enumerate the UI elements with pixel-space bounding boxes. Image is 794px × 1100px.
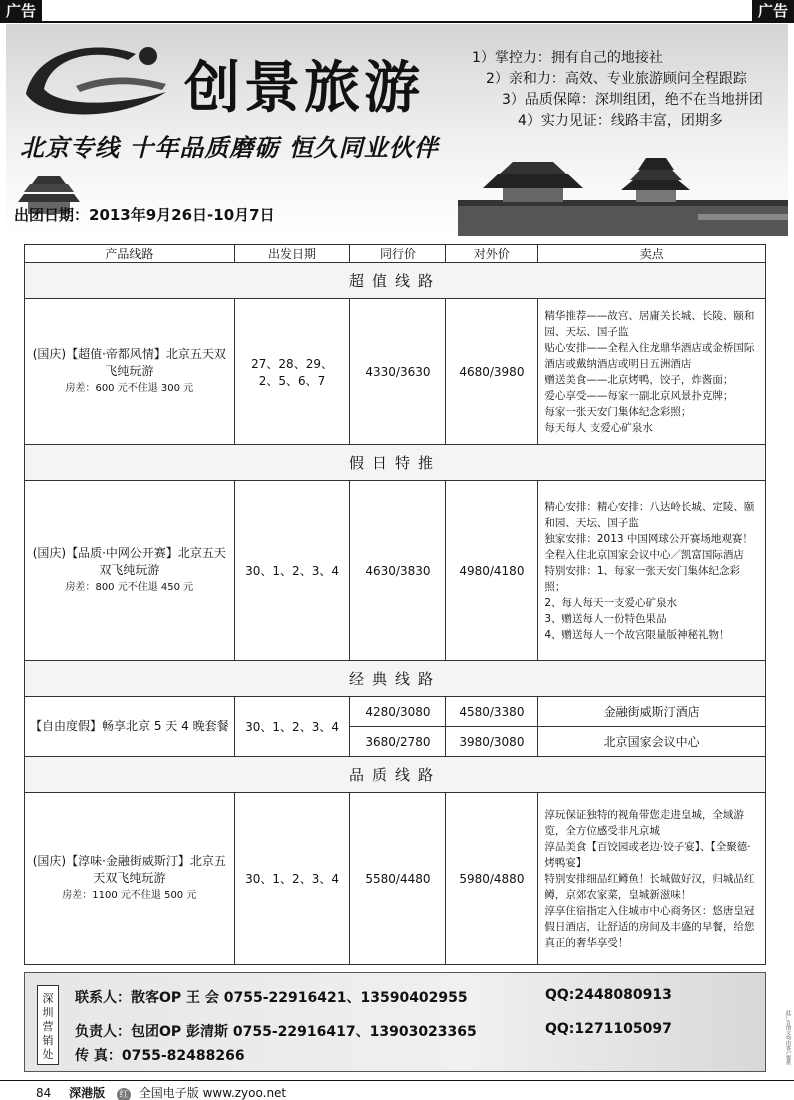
product-name: (国庆)【淳味·金融街威斯汀】北京五天双飞纯玩游 bbox=[32, 854, 226, 885]
product-cell bbox=[25, 793, 235, 965]
peer-price: 4330/3630 bbox=[350, 299, 446, 445]
side-note: 此广告图文均由客户提供 bbox=[785, 1010, 791, 1065]
contact-manager: 负责人：包团OP 彭清斯 0755-22916417、13903023365 bbox=[75, 1024, 477, 1040]
date-cell: 30、1、2、3、4 bbox=[234, 481, 350, 661]
column-header: 卖点 bbox=[538, 245, 766, 263]
office-tag: 深圳营销处 bbox=[37, 985, 59, 1065]
section-title: 经典线路 bbox=[25, 661, 766, 697]
selling-point: 淳玩保证独特的视角带您走进皇城，全域游览，全方位感受非凡京城 bbox=[544, 808, 744, 837]
site-url: 全国电子版 www.zyoo.net bbox=[138, 1086, 287, 1100]
public-price: 4980/4180 bbox=[446, 481, 538, 661]
peer-price: 3680/2780 bbox=[350, 727, 446, 757]
section-row bbox=[25, 661, 766, 697]
table-row bbox=[25, 299, 766, 445]
date-cell: 30、1、2、3、4 bbox=[234, 793, 350, 965]
date-cell: 27、28、29、2、5、6、7 bbox=[234, 299, 350, 445]
selling-point: 特别安排：1、每家一张天安门集体纪念彩照； bbox=[544, 564, 741, 593]
feature-item: 2）亲和力：高效、专业旅游顾问全程跟踪 bbox=[486, 71, 747, 87]
room-diff: 房差：1100 元不住退 500 元 bbox=[62, 890, 197, 901]
selling-point: 赠送美食——北京烤鸭，饺子，炸酱面； bbox=[544, 373, 734, 386]
top-rule bbox=[0, 21, 794, 23]
column-header: 出发日期 bbox=[234, 245, 350, 263]
contact-line bbox=[75, 1021, 672, 1041]
contact-qq: QQ:1271105097 bbox=[545, 1021, 672, 1037]
table-header-row bbox=[25, 245, 766, 263]
peer-price: 4280/3080 bbox=[350, 697, 446, 727]
selling-points bbox=[538, 793, 766, 965]
departure-dates: 出团日期：2013年9月26日-10月7日 bbox=[14, 206, 275, 224]
table-row bbox=[25, 697, 766, 727]
section-title: 超值线路 bbox=[25, 263, 766, 299]
product-cell bbox=[25, 481, 235, 661]
selling-point: 精华推荐——故宫、居庸关长城、长陵、颐和园、天坛、国子监 bbox=[544, 309, 755, 338]
contact-line bbox=[75, 987, 672, 1007]
selling-point: 3、赠送每人一份特色果品 bbox=[544, 612, 667, 625]
selling-point: 精心安排：精心安排：八达岭长城、定陵、颐和园、天坛、国子监 bbox=[544, 500, 755, 529]
section-title: 假日特推 bbox=[25, 445, 766, 481]
section-row bbox=[25, 445, 766, 481]
route-table bbox=[24, 244, 766, 965]
room-diff: 房差：800 元不住退 450 元 bbox=[65, 582, 194, 593]
column-header: 同行价 bbox=[350, 245, 446, 263]
selling-point: 独家安排：2013 中国网球公开赛场地观赛！ bbox=[544, 532, 753, 545]
contact-person: 联系人：散客OP 王 会 0755-22916421、13590402955 bbox=[75, 990, 468, 1006]
product-name: 【自由度假】畅享北京 5 天 4 晚套餐 bbox=[25, 697, 235, 757]
selling-point: 淳享住宿指定入住城市中心商务区：悠唐皇冠假日酒店，让舒适的房间及丰盛的早餐，给您真正的奢华享受！ bbox=[544, 904, 755, 949]
selling-point: 4、赠送每人一个故宫限量版神秘礼物！ bbox=[544, 628, 730, 641]
brand-name: 创景旅游 bbox=[184, 55, 424, 121]
selling-point: 2、每人每天一支爱心矿泉水 bbox=[544, 596, 678, 609]
section-row bbox=[25, 757, 766, 793]
table-row bbox=[25, 481, 766, 661]
selling-points bbox=[538, 299, 766, 445]
column-header: 对外价 bbox=[446, 245, 538, 263]
public-price: 4580/3380 bbox=[446, 697, 538, 727]
selling-points bbox=[538, 481, 766, 661]
hotel-name: 金融街威斯汀酒店 bbox=[538, 697, 766, 727]
slogan: 北京专线 十年品质磨砺 恒久同业伙伴 bbox=[20, 134, 439, 162]
header-banner bbox=[6, 24, 788, 236]
product-name: (国庆)【品质·中网公开赛】北京五天双飞纯玩游 bbox=[32, 546, 226, 577]
public-price: 5980/4880 bbox=[446, 793, 538, 965]
edition-badge-icon: 红 bbox=[117, 1088, 131, 1100]
contact-box bbox=[24, 972, 766, 1072]
product-cell bbox=[25, 299, 235, 445]
logo-swoosh-icon bbox=[16, 34, 186, 124]
room-diff: 房差：600 元不住退 300 元 bbox=[65, 383, 194, 394]
temple-illustration bbox=[458, 144, 788, 236]
edition-label: 深港版 bbox=[69, 1086, 106, 1100]
selling-point: 每天每人 支爱心矿泉水 bbox=[544, 421, 653, 434]
ad-tag-right: 广告 bbox=[752, 0, 794, 22]
product-name: (国庆)【超值·帝都风情】北京五天双飞纯玩游 bbox=[32, 347, 226, 378]
peer-price: 4630/3830 bbox=[350, 481, 446, 661]
selling-point: 全程入住北京国家会议中心／凯富国际酒店 bbox=[544, 548, 744, 561]
contact-qq: QQ:2448080913 bbox=[545, 987, 672, 1003]
table-row bbox=[25, 793, 766, 965]
hotel-name: 北京国家会议中心 bbox=[538, 727, 766, 757]
selling-point: 爱心享受——每家一副北京风景扑克牌； bbox=[544, 389, 734, 402]
selling-point: 特别安排细品红鳟鱼！长城做好汉，归城品红鳟，京郊农家菜，皇城新滋味！ bbox=[544, 872, 755, 901]
public-price: 3980/3080 bbox=[446, 727, 538, 757]
page-footer bbox=[36, 1084, 286, 1100]
selling-point: 贴心安排——全程入住龙鼎华酒店或金桥国际酒店或戴纳酒店或明日五洲酒店 bbox=[544, 341, 755, 370]
contact-fax: 传 真：0755-82488266 bbox=[75, 1048, 245, 1064]
footer-rule bbox=[0, 1080, 794, 1081]
page-number: 84 bbox=[36, 1086, 52, 1100]
public-price: 4680/3980 bbox=[446, 299, 538, 445]
feature-list bbox=[472, 48, 763, 132]
feature-item: 1）掌控力：拥有自己的地接社 bbox=[472, 50, 663, 66]
column-header: 产品线路 bbox=[25, 245, 235, 263]
feature-item: 3）品质保障：深圳组团，绝不在当地拼团 bbox=[502, 92, 763, 108]
section-row bbox=[25, 263, 766, 299]
ad-tag-left: 广告 bbox=[0, 0, 42, 22]
section-title: 品质线路 bbox=[25, 757, 766, 793]
date-cell: 30、1、2、3、4 bbox=[234, 697, 350, 757]
selling-point: 每家一张天安门集体纪念彩照； bbox=[544, 405, 692, 418]
feature-item: 4）实力见证：线路丰富，团期多 bbox=[518, 113, 723, 129]
contact-line bbox=[75, 1045, 245, 1065]
peer-price: 5580/4480 bbox=[350, 793, 446, 965]
selling-point: 淳品美食【百饺园或老边·饺子宴】、【全聚德·烤鸭宴】 bbox=[544, 840, 751, 869]
